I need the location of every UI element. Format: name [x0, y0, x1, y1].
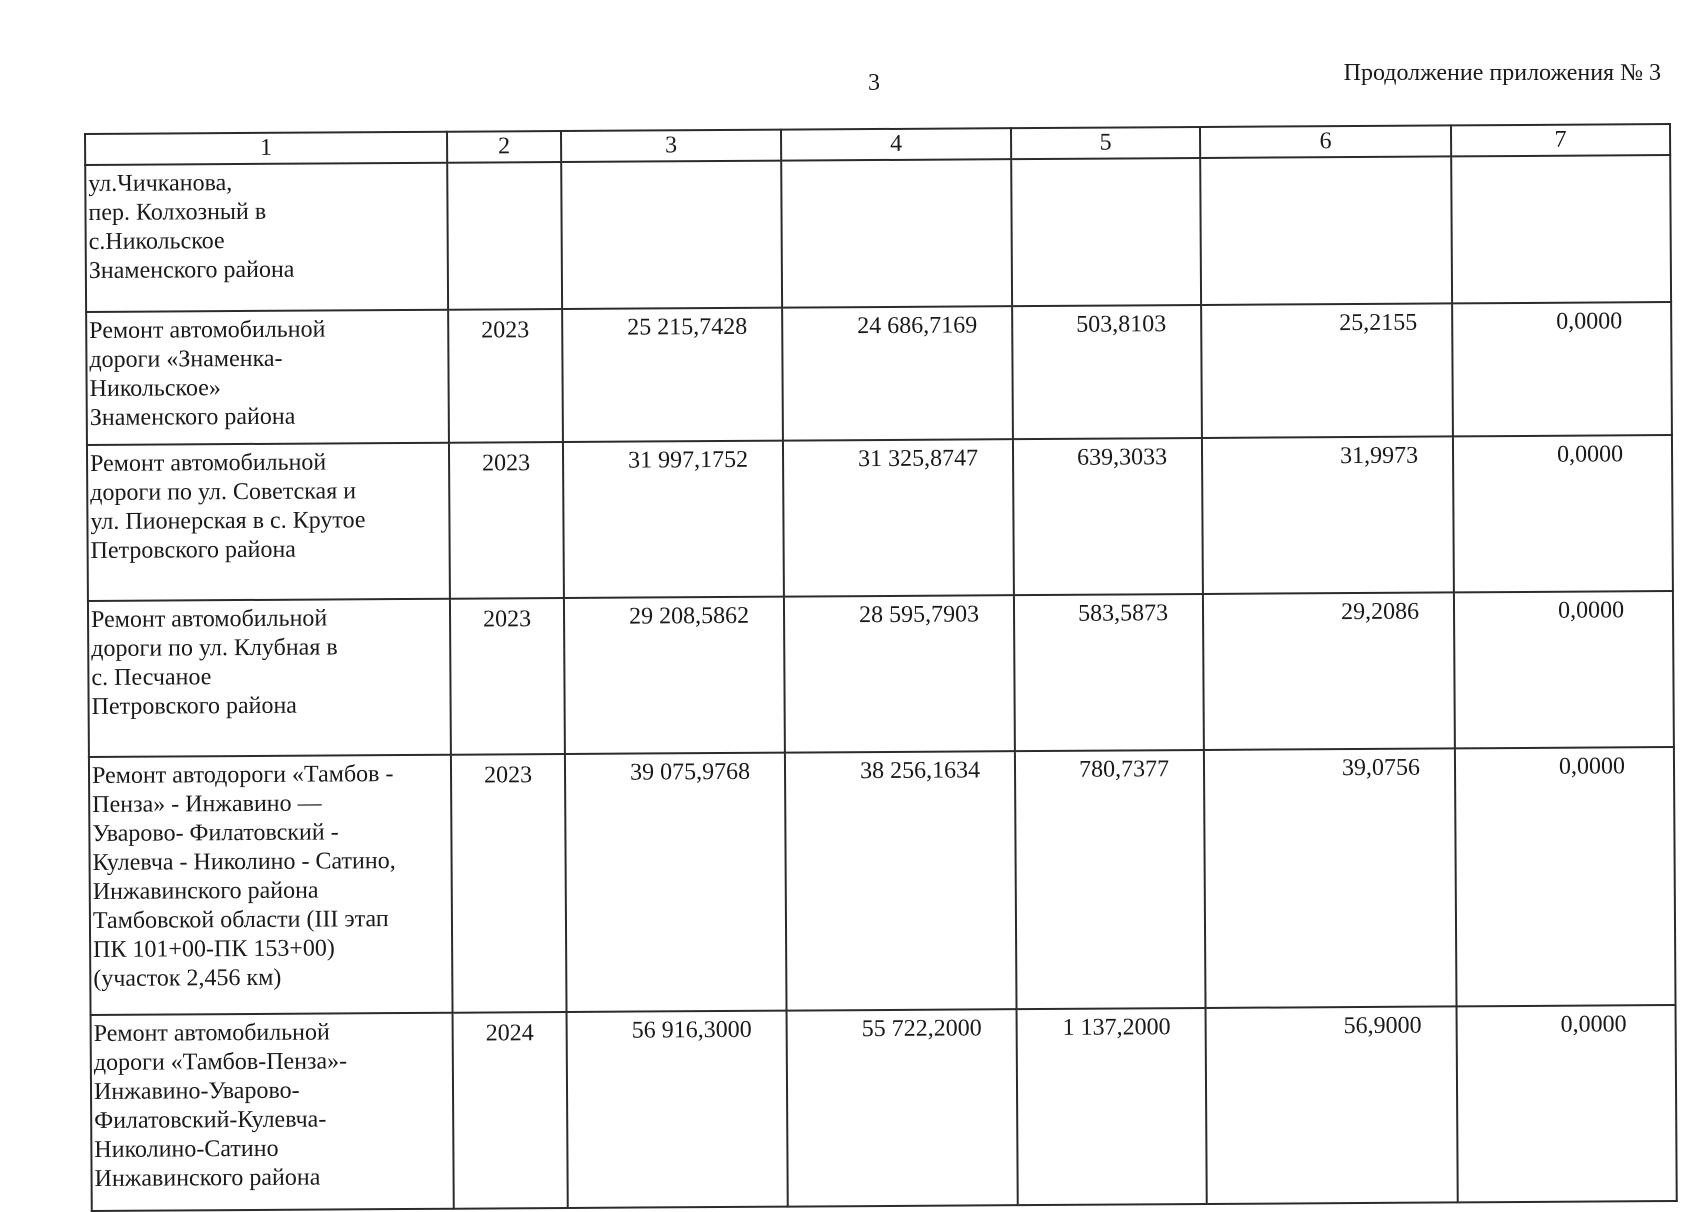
column-header: 2	[447, 131, 561, 163]
value-cell-col4	[781, 159, 1012, 307]
value-cell-col7: 0,0000	[1453, 435, 1673, 592]
object-name-cell: Ремонт автомобильной дороги «Тамбов-Пенза»- Инжавино-Уварово- Филатовский-Кулевча- Николино-Сатино Инжавинского района	[91, 1013, 454, 1211]
year-cell: 2023	[450, 598, 565, 755]
value-cell-col7: 0,0000	[1454, 591, 1674, 748]
total-cost-cell	[561, 161, 782, 309]
total-cost-cell: 39 075,9768	[565, 753, 787, 1012]
object-name-cell: Ремонт автомобильной дороги «Знаменка- Никольское» Знаменского района	[86, 310, 449, 445]
page-number: 3	[868, 70, 880, 96]
value-cell-col7: 0,0000	[1452, 302, 1672, 436]
value-cell-col6: 56,9000	[1206, 1006, 1458, 1204]
year-cell: 2023	[449, 442, 564, 599]
total-cost-cell: 56 916,3000	[567, 1011, 788, 1208]
value-cell-col4: 38 256,1634	[785, 751, 1017, 1010]
value-cell-col5	[1011, 158, 1201, 306]
value-cell-col4: 24 686,7169	[782, 306, 1013, 440]
value-cell-col7: 0,0000	[1455, 747, 1676, 1006]
column-header: 3	[561, 130, 781, 162]
year-cell: 2023	[451, 754, 567, 1013]
table-row	[87, 435, 1673, 601]
value-cell-col5: 639,3033	[1013, 438, 1203, 595]
column-header: 7	[1451, 124, 1670, 156]
value-cell-col7: 0,0000	[1457, 1005, 1677, 1202]
table-row	[85, 155, 1671, 312]
value-cell-col5: 780,7377	[1015, 750, 1206, 1009]
table-row	[89, 747, 1676, 1015]
year-cell: 2024	[453, 1012, 568, 1209]
value-cell-col6	[1200, 156, 1452, 305]
value-cell-col5: 583,5873	[1014, 594, 1204, 751]
column-header: 6	[1200, 125, 1451, 158]
value-cell-col6: 39,0756	[1204, 748, 1457, 1008]
value-cell-col5: 1 137,2000	[1017, 1008, 1207, 1205]
object-name-cell: Ремонт автодороги «Тамбов - Пенза» - Инжавино — Уварово- Филатовский - Кулевча - Николино - Сатино, Инжавинского района Тамбовской области (III этап ПК 101+00-ПК 153+00) (участок 2,456 км)	[89, 755, 453, 1015]
value-cell-col4: 28 595,7903	[784, 595, 1015, 752]
column-header: 4	[781, 128, 1011, 160]
column-header: 1	[85, 132, 447, 165]
year-cell	[447, 162, 562, 310]
year-cell: 2023	[448, 309, 563, 443]
total-cost-cell: 31 997,1752	[563, 441, 784, 598]
value-cell-col4: 55 722,2000	[787, 1009, 1018, 1206]
value-cell-col5: 503,8103	[1012, 305, 1202, 439]
value-cell-col4: 31 325,8747	[783, 439, 1014, 596]
object-name-cell: ул.Чичканова, пер. Колхозный в с.Никольское Знаменского района	[85, 163, 448, 312]
object-name-cell: Ремонт автомобильной дороги по ул. Клубная в с. Песчаное Петровского района	[88, 599, 451, 757]
value-cell-col6: 31,9973	[1202, 436, 1454, 594]
value-cell-col6: 29,2086	[1203, 592, 1455, 750]
appendix-continuation-title: Продолжение приложения № 3	[1343, 60, 1661, 86]
table-row	[86, 302, 1672, 445]
table-row	[91, 1005, 1677, 1211]
value-cell-col6: 25,2155	[1201, 303, 1453, 438]
object-name-cell: Ремонт автомобильной дороги по ул. Советская и ул. Пионерская в с. Крутое Петровского района	[87, 443, 450, 601]
value-cell-col7	[1451, 155, 1671, 303]
total-cost-cell: 29 208,5862	[564, 597, 785, 754]
table-row	[88, 591, 1674, 757]
column-header: 5	[1011, 127, 1200, 159]
appendix-table	[84, 123, 1678, 1212]
total-cost-cell: 25 215,7428	[562, 308, 783, 442]
